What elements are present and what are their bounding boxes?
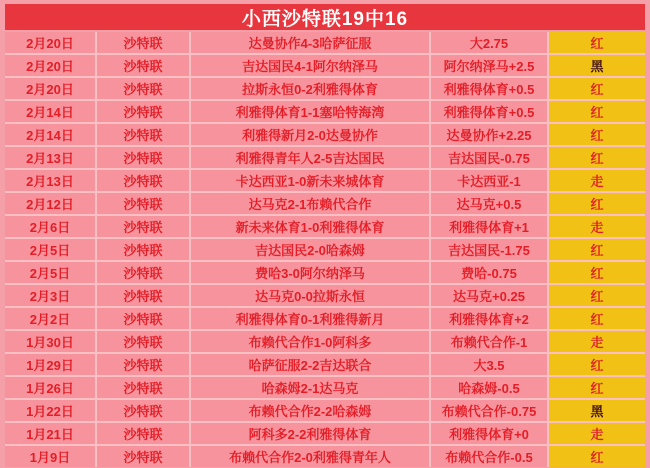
handicap-cell: 利雅得体育+0.5 xyxy=(431,78,547,99)
handicap-cell: 哈森姆-0.5 xyxy=(431,377,547,398)
date-cell: 2月14日 xyxy=(5,124,95,145)
league-cell: 沙特联 xyxy=(97,78,189,99)
result-cell: 红 xyxy=(549,377,645,398)
handicap-cell: 布赖代合作-1 xyxy=(431,331,547,352)
result-cell: 黑 xyxy=(549,400,645,421)
match-cell: 费哈3-0阿尔纳泽马 xyxy=(191,262,429,283)
match-cell: 吉达国民2-0哈森姆 xyxy=(191,239,429,260)
match-cell: 达曼协作4-3哈萨征服 xyxy=(191,32,429,53)
handicap-cell: 大2.75 xyxy=(431,32,547,53)
handicap-cell: 吉达国民-1.75 xyxy=(431,239,547,260)
date-cell: 2月3日 xyxy=(5,285,95,306)
handicap-cell: 达马克+0.25 xyxy=(431,285,547,306)
league-cell: 沙特联 xyxy=(97,285,189,306)
date-cell: 1月30日 xyxy=(5,331,95,352)
league-cell: 沙特联 xyxy=(97,331,189,352)
result-cell: 红 xyxy=(549,285,645,306)
date-cell: 2月5日 xyxy=(5,262,95,283)
results-grid xyxy=(5,32,645,467)
league-cell: 沙特联 xyxy=(97,193,189,214)
result-cell: 红 xyxy=(549,354,645,375)
date-cell: 2月2日 xyxy=(5,308,95,329)
league-cell: 沙特联 xyxy=(97,377,189,398)
handicap-cell: 利雅得体育+0.5 xyxy=(431,101,547,122)
date-cell: 1月22日 xyxy=(5,400,95,421)
date-cell: 2月14日 xyxy=(5,101,95,122)
match-cell: 吉达国民4-1阿尔纳泽马 xyxy=(191,55,429,76)
date-cell: 2月13日 xyxy=(5,170,95,191)
date-cell: 1月29日 xyxy=(5,354,95,375)
handicap-cell: 利雅得体育+0 xyxy=(431,423,547,444)
result-cell: 红 xyxy=(549,262,645,283)
league-cell: 沙特联 xyxy=(97,262,189,283)
handicap-cell: 阿尔纳泽马+2.5 xyxy=(431,55,547,76)
result-cell: 红 xyxy=(549,78,645,99)
league-cell: 沙特联 xyxy=(97,124,189,145)
match-cell: 哈森姆2-1达马克 xyxy=(191,377,429,398)
league-cell: 沙特联 xyxy=(97,239,189,260)
league-cell: 沙特联 xyxy=(97,446,189,467)
league-cell: 沙特联 xyxy=(97,423,189,444)
league-cell: 沙特联 xyxy=(97,308,189,329)
handicap-cell: 大3.5 xyxy=(431,354,547,375)
table-title: 小西沙特联19中16 xyxy=(5,4,645,30)
match-cell: 哈萨征服2-2吉达联合 xyxy=(191,354,429,375)
match-cell: 利雅得体育0-1利雅得新月 xyxy=(191,308,429,329)
handicap-cell: 达马克+0.5 xyxy=(431,193,547,214)
league-cell: 沙特联 xyxy=(97,216,189,237)
result-cell: 红 xyxy=(549,124,645,145)
result-cell: 红 xyxy=(549,193,645,214)
match-cell: 阿科多2-2利雅得体育 xyxy=(191,423,429,444)
league-cell: 沙特联 xyxy=(97,55,189,76)
handicap-cell: 费哈-0.75 xyxy=(431,262,547,283)
match-cell: 达马克0-0拉斯永恒 xyxy=(191,285,429,306)
match-cell: 利雅得青年人2-5吉达国民 xyxy=(191,147,429,168)
date-cell: 1月21日 xyxy=(5,423,95,444)
date-cell: 2月6日 xyxy=(5,216,95,237)
league-cell: 沙特联 xyxy=(97,354,189,375)
handicap-cell: 布赖代合作-0.75 xyxy=(431,400,547,421)
date-cell: 2月5日 xyxy=(5,239,95,260)
handicap-cell: 吉达国民-0.75 xyxy=(431,147,547,168)
date-cell: 2月20日 xyxy=(5,32,95,53)
league-cell: 沙特联 xyxy=(97,147,189,168)
match-cell: 布赖代合作2-2哈森姆 xyxy=(191,400,429,421)
match-cell: 利雅得新月2-0达曼协作 xyxy=(191,124,429,145)
date-cell: 2月20日 xyxy=(5,78,95,99)
match-cell: 利雅得体育1-1塞哈特海湾 xyxy=(191,101,429,122)
result-cell: 红 xyxy=(549,446,645,467)
date-cell: 1月9日 xyxy=(5,446,95,467)
handicap-cell: 卡达西亚-1 xyxy=(431,170,547,191)
result-cell: 走 xyxy=(549,170,645,191)
result-cell: 红 xyxy=(549,308,645,329)
result-cell: 红 xyxy=(549,147,645,168)
date-cell: 2月13日 xyxy=(5,147,95,168)
match-cell: 卡达西亚1-0新未来城体育 xyxy=(191,170,429,191)
result-cell: 红 xyxy=(549,32,645,53)
result-cell: 走 xyxy=(549,216,645,237)
date-cell: 2月12日 xyxy=(5,193,95,214)
result-cell: 红 xyxy=(549,239,645,260)
handicap-cell: 达曼协作+2.25 xyxy=(431,124,547,145)
handicap-cell: 布赖代合作-0.5 xyxy=(431,446,547,467)
league-cell: 沙特联 xyxy=(97,32,189,53)
match-cell: 拉斯永恒0-2利雅得体育 xyxy=(191,78,429,99)
match-cell: 布赖代合作2-0利雅得青年人 xyxy=(191,446,429,467)
result-cell: 走 xyxy=(549,423,645,444)
match-cell: 布赖代合作1-0阿科多 xyxy=(191,331,429,352)
handicap-cell: 利雅得体育+1 xyxy=(431,216,547,237)
match-cell: 新未来体育1-0利雅得体育 xyxy=(191,216,429,237)
result-cell: 黑 xyxy=(549,55,645,76)
result-cell: 红 xyxy=(549,101,645,122)
handicap-cell: 利雅得体育+2 xyxy=(431,308,547,329)
date-cell: 2月20日 xyxy=(5,55,95,76)
league-cell: 沙特联 xyxy=(97,170,189,191)
result-cell: 走 xyxy=(549,331,645,352)
date-cell: 1月26日 xyxy=(5,377,95,398)
league-cell: 沙特联 xyxy=(97,400,189,421)
match-cell: 达马克2-1布赖代合作 xyxy=(191,193,429,214)
league-cell: 沙特联 xyxy=(97,101,189,122)
